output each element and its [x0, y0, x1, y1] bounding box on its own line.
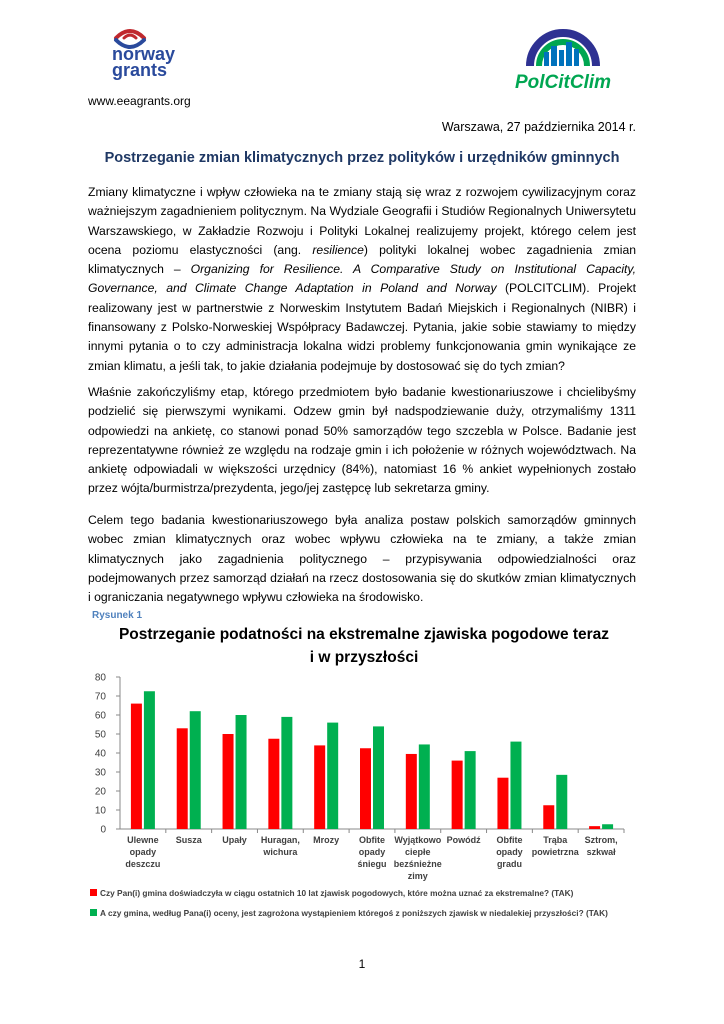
- bar-series-2: [556, 775, 567, 829]
- bar-series-1: [131, 704, 142, 829]
- bar-series-1: [314, 745, 325, 829]
- y-tick-label: 80: [94, 672, 106, 684]
- bar-series-1: [360, 748, 371, 829]
- bar-chart: [84, 618, 644, 938]
- paragraph-1: [88, 183, 636, 376]
- bar-series-1: [223, 734, 234, 829]
- bar-series-2: [327, 723, 338, 829]
- bar-series-2: [144, 691, 155, 829]
- bar-series-2: [465, 751, 476, 829]
- bar-series-1: [268, 739, 279, 829]
- x-tick-label: wichura: [263, 847, 298, 857]
- bar-series-2: [373, 726, 384, 829]
- x-tick-label: opady: [358, 847, 386, 857]
- x-tick-label: Wyjątkowo: [394, 835, 442, 845]
- x-tick-label: Ulewne: [127, 835, 159, 845]
- y-tick-label: 50: [94, 729, 106, 741]
- norway-logo-word2: grants: [112, 60, 168, 80]
- website-url: www.eeagrants.org: [88, 94, 191, 108]
- bar-series-2: [190, 711, 201, 829]
- x-tick-label: opady: [129, 847, 157, 857]
- x-tick-label: Powódź: [446, 835, 481, 845]
- x-tick-label: Mrozy: [313, 835, 340, 845]
- paragraph-1-text-a: Zmiany klimatyczne i wpływ człowieka na te zmiany stają się wraz z rozwojem cywilizacyjnym coraz ważniejszym zagadnieniem politycznym. Na Wydziale Geografii i Studiów Regionalnych Uniwersytetu Warszawskiego, w Zakładzie Rozwoju i Polityki Lokalnej realizujemy projekt, którego celem jest ocena poziomu elastyczności (ang.: [88, 185, 636, 257]
- x-tick-label: bezśnieżne: [393, 859, 442, 869]
- legend-swatch: [90, 889, 97, 896]
- paragraph-1-text-c: (POLCITCLIM). Projekt realizowany jest w partnerstwie z Norweskim Instytutem Badań Miejskich i Regionalnych (NIBR) i finansowany z Polsko-Norweskiej Współpracy Badawczej. Pytania, jakie sobie stawiamy to między innymi pytania o to czy administracja lokalna widzi problemy funkcjonowania gmin wynikające ze zmian klimatu, a jeśli tak, to jakie działania podejmuje by dostosować się do tych zmian?: [88, 281, 636, 373]
- y-tick-label: 30: [94, 767, 106, 779]
- paragraph-2: Właśnie zakończyliśmy etap, którego przedmiotem było badanie kwestionariuszowe i chcielibyśmy podzielić się pierwszymi wynikami. Odzew gmin był nadspodziewanie duży, otrzymaliśmy 1311 odpowiedzi na ankietę, co stanowi ponad 50% samorządów tego szczebla w Polsce. Badanie jest reprezentatywne również ze względu na rodzaje gmin i ich położenie w różnych województwach. Na ankietę odpowiadali w większości urzędnicy (84%), natomiast 16 % ankiet wypełnionych zostało przez wójta/burmistrza/prezydenta, jego/jej zastępcę lub sekretarza gminy.: [88, 385, 636, 496]
- figure-label: Rysunek 1: [92, 610, 143, 621]
- x-tick-label: zimy: [407, 871, 428, 881]
- bar-series-1: [452, 761, 463, 829]
- x-tick-label: Obfite: [496, 835, 523, 845]
- norway-logo-word1: norway: [112, 44, 176, 64]
- x-tick-label: Sztrom,: [584, 835, 618, 845]
- y-tick-label: 40: [94, 748, 106, 760]
- x-tick-label: ciepłe: [405, 847, 431, 857]
- x-tick-label: powietrzna: [531, 847, 579, 857]
- y-tick-label: 70: [94, 691, 106, 703]
- bar-series-2: [419, 744, 430, 829]
- bar-series-1: [497, 778, 508, 829]
- document-title: Postrzeganie zmian klimatycznych przez polityków i urzędników gminnych: [104, 150, 620, 166]
- chart-title-line: i w przyszłości: [309, 649, 419, 666]
- paragraph-1-italic-b: Organizing for Resilience. A Comparative Study on Institutional Capacity, Governance, and Climate Change Adaptation in Poland and Norway: [88, 262, 636, 296]
- x-tick-label: Obfite: [359, 835, 385, 845]
- x-tick-label: gradu: [496, 859, 522, 869]
- bar-series-2: [510, 742, 521, 829]
- bar-series-1: [406, 754, 417, 829]
- polcitclim-logo-text: PolCitClim: [514, 72, 612, 93]
- bar-series-1: [589, 826, 600, 829]
- legend-label: A czy gmina, według Pana(i) oceny, jest zagrożona wystąpieniem któregoś z poniższych zjawisk w niedalekiej przyszłości? (TAK): [100, 908, 608, 918]
- page-number: 1: [358, 957, 366, 971]
- y-tick-label: 10: [94, 805, 106, 817]
- bar-series-1: [543, 805, 554, 829]
- x-tick-label: Susza: [175, 835, 202, 845]
- paragraph-3: Celem tego badania kwestionariuszowego była analiza postaw polskich samorządów gminnych wobec zmian klimatycznych oraz wobec wpływu człowieka na te zmiany, a także zmian klimatycznych jako zagadnienia politycznego – przypisywania odpowiedzialności oraz podejmowanych przez samorząd działań na rzecz dostosowania się do skutków zmian klimatycznych i ograniczania negatywnego wpływu człowieka na środowisko.: [88, 513, 636, 605]
- paragraph-1-text-b: ) polityki lokalnej wobec zagadnienia zmian klimatycznych –: [88, 242, 636, 277]
- polcitclim-logo: [508, 22, 618, 94]
- bar-series-2: [281, 717, 292, 829]
- norway-grants-logo: [108, 22, 198, 82]
- x-tick-label: Trąba: [543, 835, 568, 845]
- chart-svg: [84, 618, 644, 938]
- y-tick-label: 60: [94, 710, 106, 722]
- x-tick-label: Upały: [222, 835, 247, 845]
- paragraph-1-italic-a: resilience: [312, 242, 364, 257]
- y-tick-label: 20: [94, 786, 106, 798]
- bar-series-2: [236, 715, 247, 829]
- x-tick-label: śniegu: [357, 859, 387, 869]
- x-tick-label: Huragan,: [260, 835, 300, 845]
- legend-label: Czy Pan(i) gmina doświadczyła w ciągu ostatnich 10 lat zjawisk pogodowych, które można uznać za ekstremalne? (TAK): [100, 888, 574, 898]
- bar-series-1: [177, 728, 188, 829]
- y-tick-label: 0: [100, 824, 106, 836]
- x-tick-label: opady: [496, 847, 523, 857]
- x-tick-label: deszczu: [125, 859, 161, 869]
- bar-series-2: [602, 824, 613, 829]
- document-date: Warszawa, 27 października 2014 r.: [441, 120, 636, 134]
- chart-title-line: Postrzeganie podatności na ekstremalne zjawiska pogodowe teraz: [118, 626, 610, 643]
- x-tick-label: szkwał: [586, 847, 616, 857]
- legend-swatch: [90, 909, 97, 916]
